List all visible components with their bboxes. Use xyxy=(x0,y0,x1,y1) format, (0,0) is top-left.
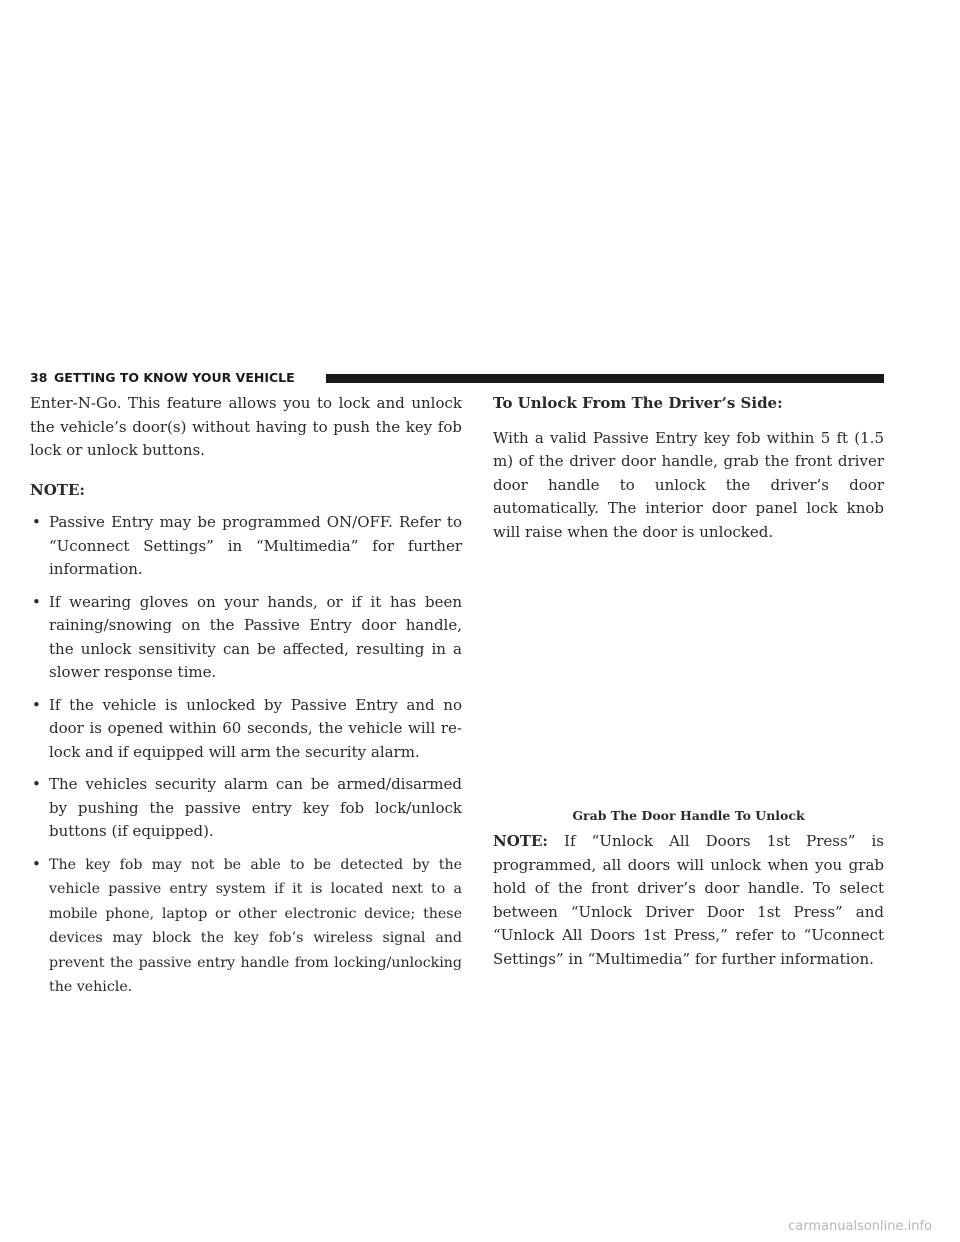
bullet-icon: • xyxy=(32,775,41,793)
list-item xyxy=(30,694,462,765)
bullet-icon: • xyxy=(32,854,41,873)
unlock-paragraph: With a valid Passive Entry key fob within 5 ft (1.5 m) of the driver door handle, grab the front driver door handle to unlock the driver’s door automatically. The interior door panel lock knob will raise when the door is unlocked. xyxy=(493,428,884,541)
page-header xyxy=(30,371,884,385)
bullet-icon: • xyxy=(32,513,41,531)
bullet-icon: • xyxy=(32,592,41,611)
section-title: GETTING TO KNOW YOUR VEHICLE xyxy=(54,370,295,385)
note-list xyxy=(30,511,462,1000)
list-item xyxy=(30,853,462,1000)
intro-paragraph: Enter-N-Go. This feature allows you to lock and unlock the vehicle’s door(s) without having to push the key fob lock or unlock buttons. xyxy=(30,394,462,459)
note-title: NOTE: xyxy=(30,480,85,499)
list-item-text: The vehicles security alarm can be armed/disarmed by pushing the passive entry key fob lock/unlock buttons (if equipped). xyxy=(49,775,462,840)
header-rule xyxy=(326,374,884,383)
note-paragraph xyxy=(493,830,884,971)
section-heading: To Unlock From The Driver’s Side: xyxy=(493,394,783,412)
note-text: If “Unlock All Doors 1st Press” is programmed, all doors will unlock when you grab hold of the front driver’s door handle. To select between “Unlock Driver Door 1st Press” and “Unlock All Doors 1st Press,” refer to “Uconnect Settings” in “Multimedia” for further information. xyxy=(493,832,884,968)
list-item xyxy=(30,591,462,685)
list-item-text: If the vehicle is unlocked by Passive Entry and no door is opened within 60 seconds, the vehicle will re-lock and if equipped will arm the security alarm. xyxy=(49,695,462,761)
bullet-icon: • xyxy=(32,695,41,714)
list-item-text: Passive Entry may be programmed ON/OFF. Refer to “Uconnect Settings” in “Multimedia” for further information. xyxy=(49,513,462,578)
watermark: carmanualsonline.info xyxy=(788,1219,932,1234)
list-item xyxy=(30,511,462,582)
note-label: NOTE: xyxy=(493,832,548,850)
right-column xyxy=(493,392,884,971)
list-item-text: If wearing gloves on your hands, or if it has been raining/snowing on the Passive Entry door handle, the unlock sensitivity can be affected, resulting in a slower response time. xyxy=(49,592,462,681)
list-item xyxy=(30,773,462,844)
left-column xyxy=(30,392,462,1009)
figure-caption: Grab The Door Handle To Unlock xyxy=(572,808,805,823)
list-item-text: The key fob may not be able to be detected by the vehicle passive entry system if it is located next to a mobile phone, laptop or other electronic device; these devices may block the key fob’s wireless signal and prevent the passive entry handle from locking/unlocking the vehicle. xyxy=(49,856,462,995)
figure-area xyxy=(493,544,884,808)
page-number: 38 xyxy=(30,370,48,385)
